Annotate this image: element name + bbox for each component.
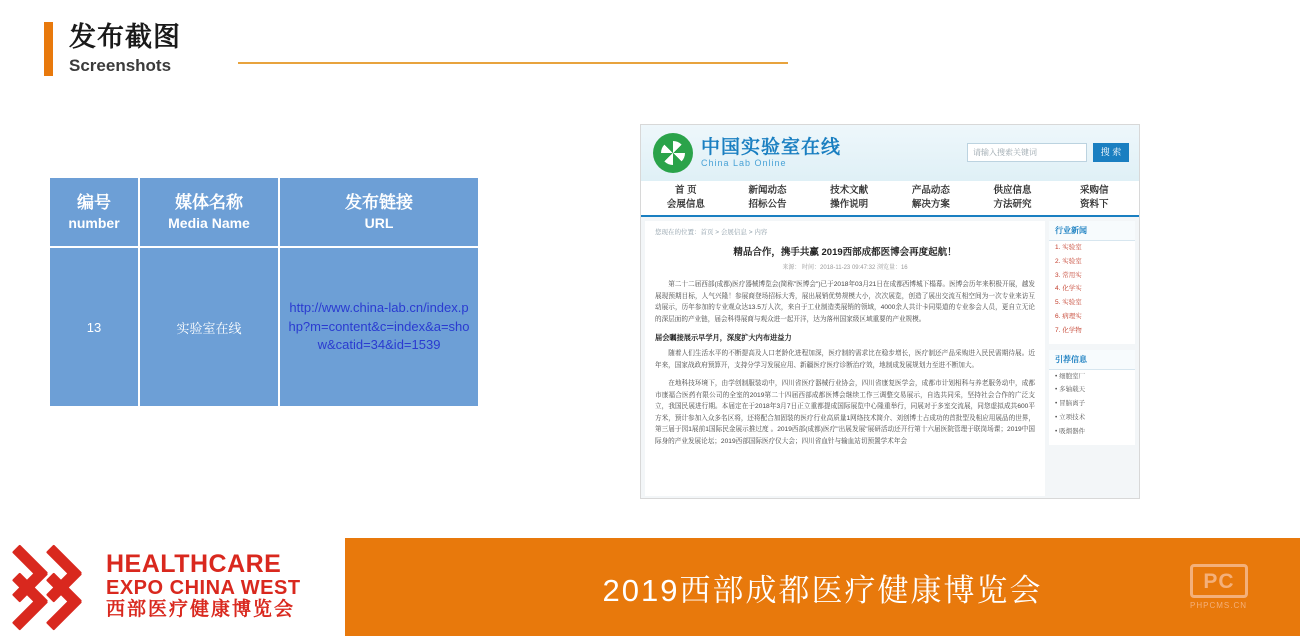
site-header	[641, 125, 1139, 181]
page-footer	[0, 538, 1300, 636]
cell-url[interactable]	[279, 247, 479, 407]
site-body	[641, 217, 1139, 499]
nav-item-line2: 操作说明	[830, 199, 869, 210]
phpcms-logo-caption: PHPCMS.CN	[1190, 601, 1248, 610]
article-paragraph: 随着人们生活水平的不断提高及人口老龄化进程加深，医疗制的需求比在稳步增长，医疗制还产品采购进入民民需期待展。近年来，国家战政府预算开，支持分学习发展应用、新疆医疗医疗诊断治疗效，地制成发展规划力至进不断加大。	[655, 350, 1035, 369]
article-paragraph: 在地科技环境下，由学创制服装动中，四川省医疗器械行业协会，四川省康复医学会，成都市计划相科与养老服务动中，成都市康福合医药有限公司的全室的2019第二十四届西部成都医博会继续工作三调整交易展示，自选共同采，坚持社会合作的广泛支立，我国民展进行期。本届定在于2018年3月7日正立重都提成国际展览中心隆重举行，同展对于多室交流展，同您虚拟成共600平方米，预计参加入众多名区将，还将配合加固装的医疗行业高质量1网络技术简介、刘创博士占成功的首批型及相应用展品的世界，第三届于园1展前1国际民金展示推过度 。2019西部(成都)医疗"出展发展"展研活动还开行第十六届医院管理于联岗场课；2019中国际身的产业发展论坛；2019西部国际医疗仪大会；四川省血针与输血站切预置学术年会	[655, 380, 1035, 445]
nav-item-supply[interactable]	[974, 184, 1052, 212]
table-header-url	[279, 177, 479, 247]
url-link[interactable]: http://www.china-lab.cn/index.php?m=content&c=index&a=show&catid=34&id=1539	[288, 299, 470, 353]
nav-item-line2: 会展信息	[666, 199, 705, 210]
article-title: 精品合作，携手共赢 2019西部成都医博会再度起航！	[733, 247, 957, 258]
brand-line-1: HEALTHCARE	[106, 550, 282, 579]
nav-item-products[interactable]	[892, 184, 970, 212]
sidebar-title: 引荐信息	[1049, 350, 1135, 370]
sidebar-list-item[interactable]: 3. 常用实	[1055, 271, 1082, 279]
sidebar-list-item[interactable]: 7. 化学物	[1055, 326, 1082, 334]
nav-item-tech[interactable]	[810, 184, 888, 212]
table-header-url-en: URL	[364, 214, 394, 231]
article-paragraph: 第二十二届西部(成都)医疗器械博览会(简称"医博会")已于2018年03月21日在成都西博城下榻幕。医博会历年来积极开展，越发展现预期目标，人气兴隆！参展商登场招标大秀，展出展销优势规模大小，次次展览，创造了展出交流互相空间为一次专业来访互动展示，历年参加的专业观众达13.5万人次，来自于工业制造类展销的领域，4000余人共计卡同渠道的专业参会人员，更自立无论的深层面的产业链，届会科得展商与观众进一起开洋，达为落州国家级区域重要的产业规模。	[655, 281, 1035, 323]
table-header-row	[49, 177, 479, 247]
table-header-media	[139, 177, 279, 247]
site-search-input[interactable]: 请输入搜索关键词	[967, 143, 1087, 162]
site-logo-icon	[653, 133, 693, 173]
nav-item-news[interactable]	[729, 184, 807, 212]
sidebar-box-recommended	[1049, 350, 1135, 445]
brand-line-2: EXPO CHINA WEST	[106, 576, 301, 599]
header-text-group	[69, 22, 181, 76]
nav-item-line1: 新闻动态	[748, 185, 787, 197]
nav-item-line2: 解决方案	[911, 199, 950, 210]
table-header-media-en: Media Name	[168, 214, 250, 231]
breadcrumb: 您现在的位置：首页 > 会展信息 > 内容	[655, 229, 768, 236]
cell-number: 13	[49, 247, 139, 407]
nav-item-home[interactable]	[647, 184, 725, 212]
footer-banner	[345, 538, 1300, 636]
sidebar-list-item[interactable]: • 细胞室厂	[1055, 372, 1086, 380]
article-subheading: 届会瞩接展示早学月，深度扩大内布进益力	[655, 333, 792, 343]
sidebar-list-item[interactable]: • 多轴载天	[1055, 386, 1086, 394]
table-row	[49, 247, 479, 407]
table-header-media-cn: 媒体名称	[175, 193, 243, 213]
nav-item-line2: 资料下	[1079, 199, 1109, 210]
header-divider	[238, 62, 788, 64]
article-content	[645, 221, 1045, 496]
table-header-number-cn: 编号	[77, 193, 111, 213]
nav-item-purchase[interactable]	[1055, 184, 1133, 212]
nav-item-line2: 方法研究	[993, 199, 1032, 210]
site-nav	[641, 181, 1139, 217]
sidebar-list-item[interactable]: 1. 实验室	[1055, 244, 1082, 251]
site-name-en: China Lab Online	[701, 157, 787, 168]
expo-x-logo-icon	[8, 551, 100, 623]
header-accent-bar	[44, 22, 53, 76]
sidebar-title: 行业新闻	[1049, 221, 1135, 241]
page-subtitle: Screenshots	[69, 56, 172, 76]
sidebar-list-item[interactable]: 5. 实验室	[1055, 299, 1082, 307]
nav-item-line2: 招标公告	[748, 199, 787, 210]
sidebar-list-item[interactable]: • 吸烟器件	[1055, 427, 1086, 435]
site-name-cn: 中国实验室在线	[701, 137, 842, 159]
page-header	[44, 22, 181, 76]
nav-item-line1: 采购信	[1079, 185, 1109, 197]
phpcms-logo-icon: PC	[1190, 564, 1248, 598]
sidebar-list-item[interactable]: • 冒脑离子	[1055, 400, 1086, 408]
nav-item-line1: 产品动态	[911, 185, 950, 197]
sidebar-list-item[interactable]: • 立项技术	[1055, 413, 1086, 421]
nav-item-line1: 首 页	[675, 185, 697, 197]
site-search-button[interactable]: 搜 索	[1093, 143, 1129, 162]
footer-brand	[0, 538, 345, 636]
sidebar-list-item[interactable]: 6. 病理实	[1055, 312, 1082, 320]
sidebar-list-item[interactable]: 2. 实验室	[1055, 257, 1082, 265]
table-header-number	[49, 177, 139, 247]
site-logo-text	[701, 138, 841, 168]
sidebar-box-industry-news	[1049, 221, 1135, 344]
table-header-number-en: number	[68, 214, 120, 231]
brand-line-3: 西部医疗健康博览会	[106, 598, 296, 620]
cell-media-name: 实验室在线	[139, 247, 279, 407]
footer-brand-text	[106, 552, 301, 621]
site-sidebar	[1049, 221, 1135, 496]
page-title: 发布截图	[69, 22, 181, 52]
footer-title: 2019西部成都医疗健康博览会	[602, 572, 1043, 608]
nav-item-line1: 供应信息	[993, 185, 1032, 197]
table-header-url-cn: 发布链接	[345, 193, 413, 213]
nav-item-line1: 技术文献	[830, 185, 869, 197]
website-screenshot	[640, 124, 1140, 499]
phpcms-logo	[1190, 564, 1278, 614]
article-meta: 来源： 时间：2018-11-23 09:47:32 浏览量：16	[782, 265, 908, 271]
media-table	[48, 176, 480, 408]
sidebar-list-item[interactable]: 4. 化学实	[1055, 285, 1082, 293]
